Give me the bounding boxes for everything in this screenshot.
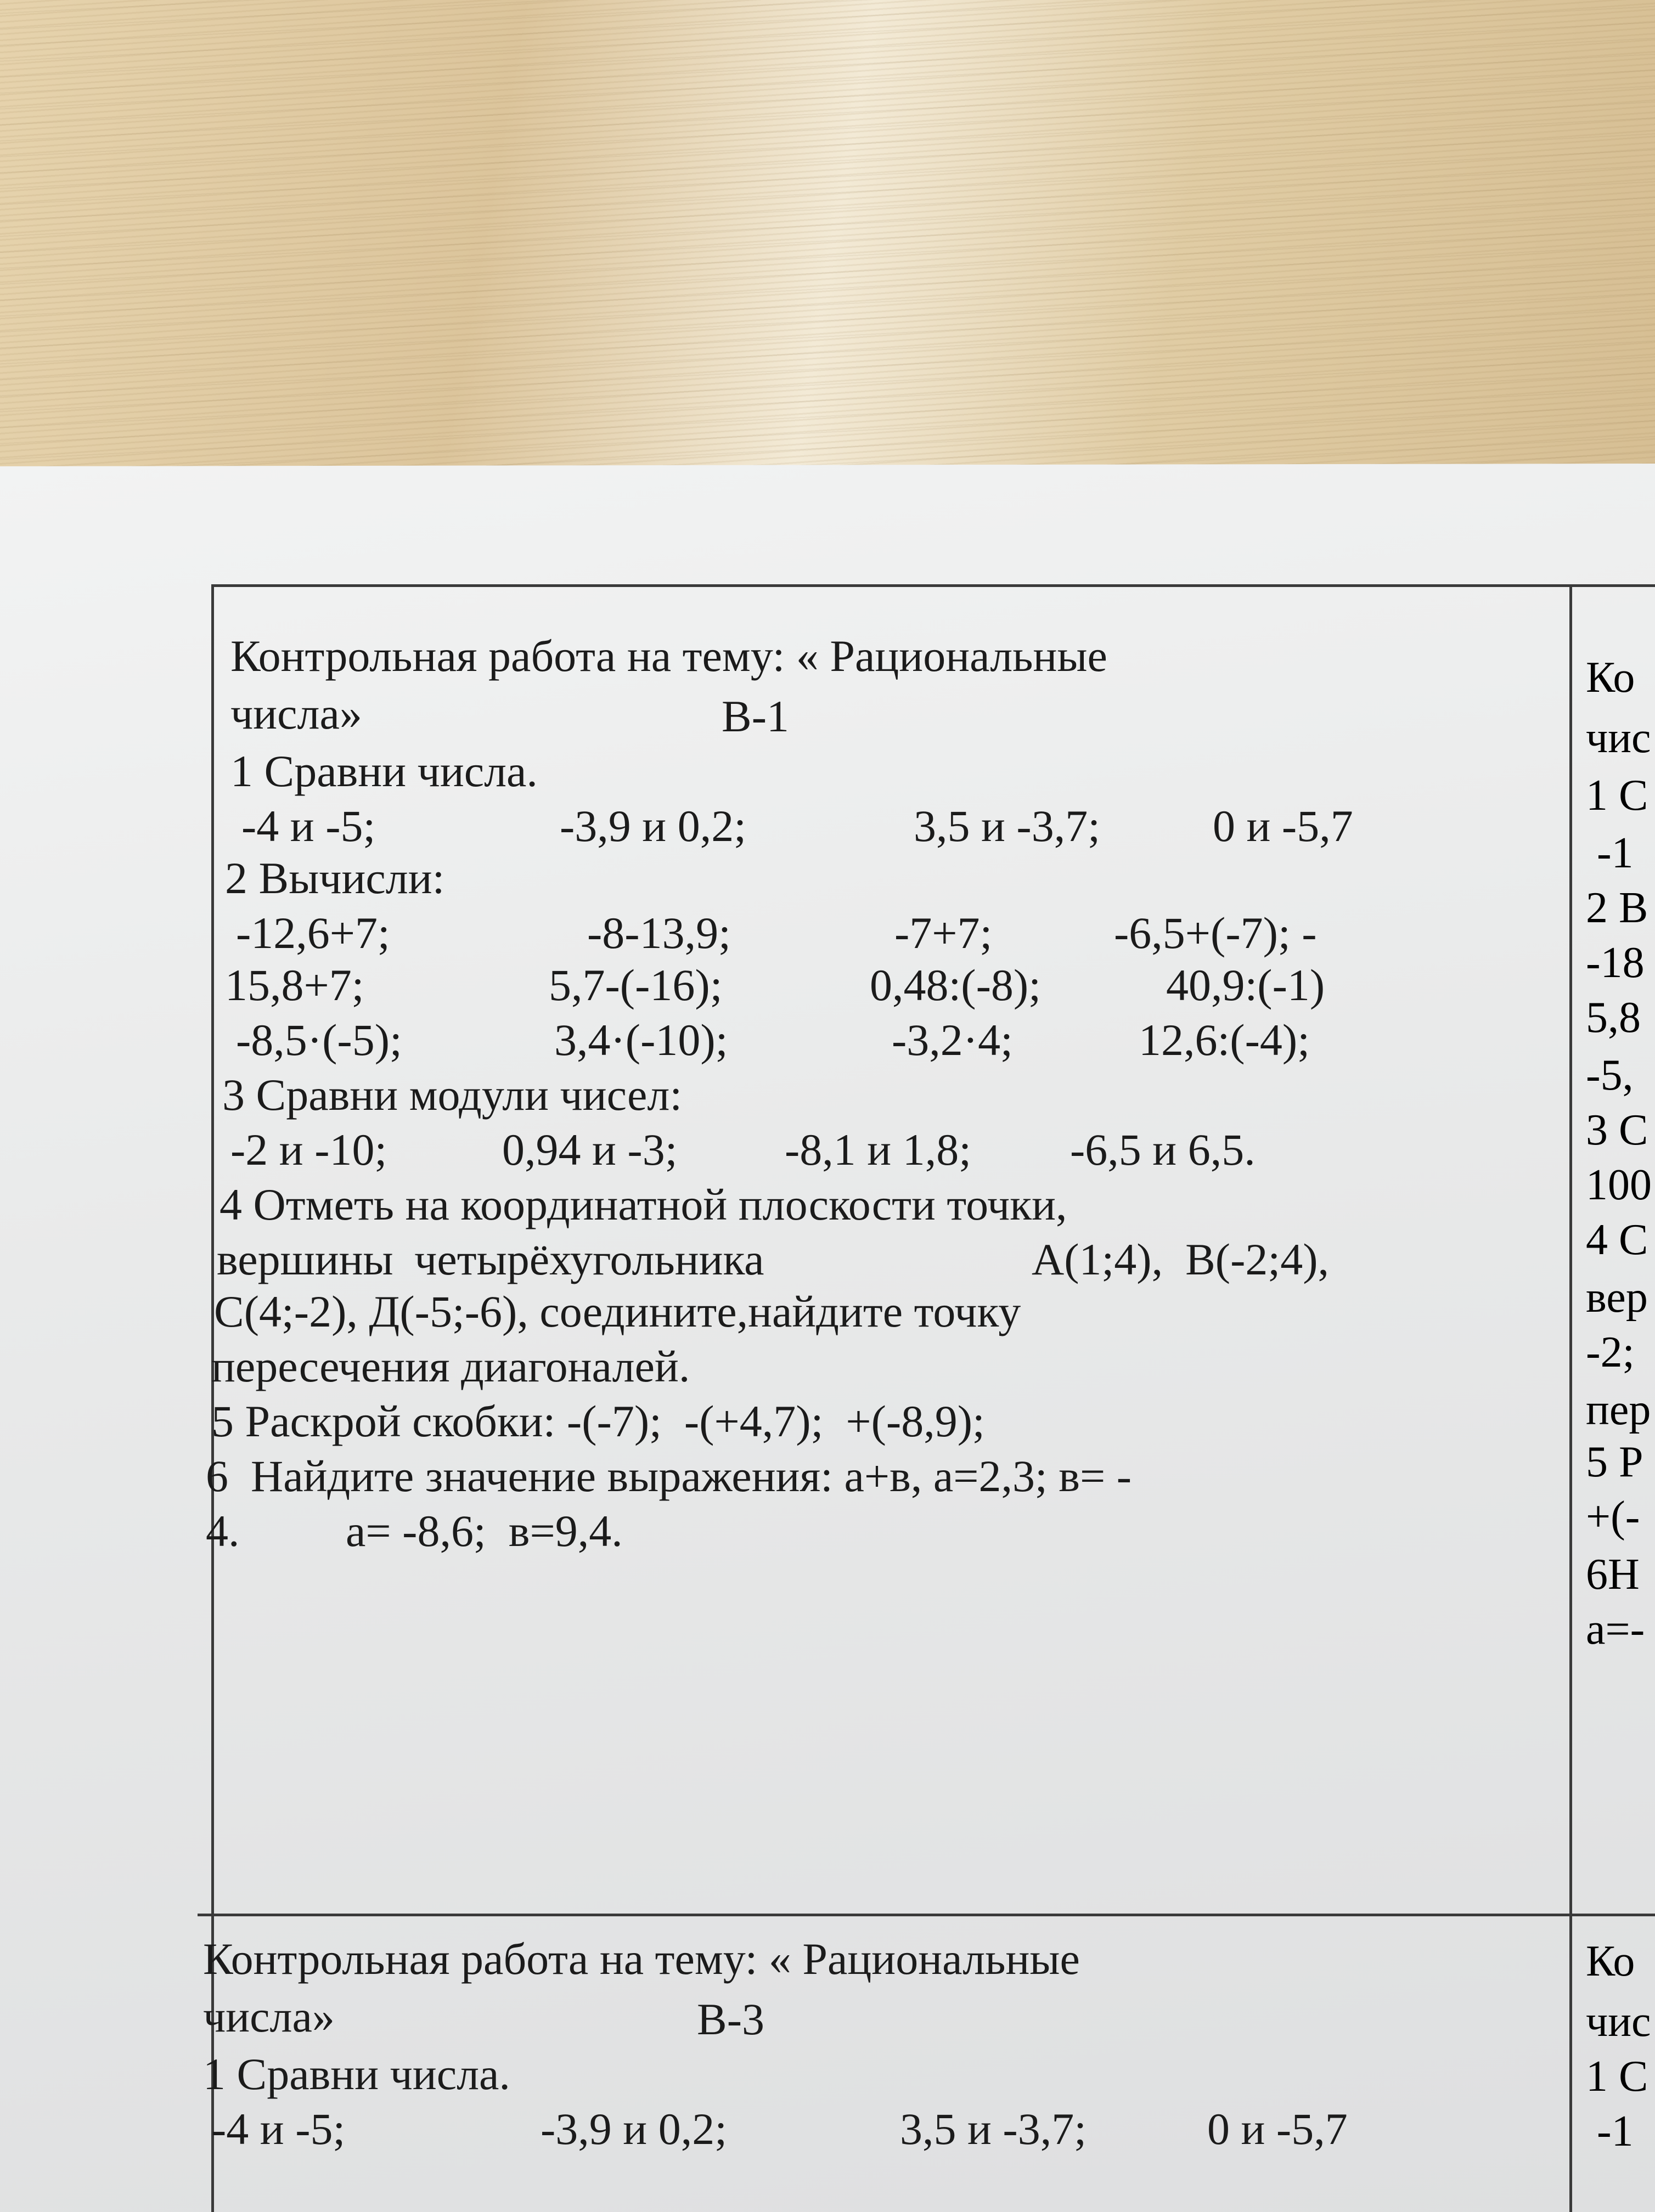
task-2-item: -3,2·4; (892, 1015, 1013, 1065)
task-5-text: 5 Раскрой скобки: -(-7); -(+4,7); +(-8,9); (211, 1396, 985, 1446)
right-fragment: Ко (1586, 1937, 1635, 1985)
test-title-continued: числа» (203, 1991, 335, 2041)
task-1-item: 3,5 и -3,7; (900, 2104, 1087, 2154)
right-fragment: 4 С (1586, 1216, 1648, 1264)
task-3-item: 0,94 и -3; (502, 1125, 678, 1175)
test-title: Контрольная работа на тему: « Рациональные (203, 1934, 1080, 1984)
task-2-item: -8-13,9; (587, 908, 731, 958)
right-fragment: -2; (1586, 1328, 1635, 1376)
right-fragment: Ко (1586, 653, 1635, 702)
task-3-header: 3 Сравни модули чисел: (222, 1070, 683, 1120)
task-2-item: -12,6+7; (236, 908, 390, 958)
task-4-text: С(4;-2), Д(-5;-6), соедините,найдите точку (214, 1286, 1021, 1336)
right-fragment: вер (1586, 1273, 1648, 1322)
task-2-item: 0,48:(-8); (870, 960, 1041, 1010)
task-4-text: вершины четырёхугольника (217, 1234, 764, 1284)
task-1-item: 3,5 и -3,7; (914, 801, 1100, 851)
task-4-text: пересечения диагоналей. (211, 1341, 690, 1391)
right-fragment: +(- (1586, 1493, 1640, 1541)
test-title-continued: числа» (230, 689, 362, 738)
right-fragment: чис (1586, 714, 1651, 762)
right-fragment: -1 (1597, 829, 1634, 877)
task-1-item: -3,9 и 0,2; (541, 2104, 727, 2154)
task-1-header: 1 Сравни числа. (230, 746, 538, 796)
task-1-item: -4 и -5; (241, 801, 376, 851)
task-2-item: -6,5+(-7); - (1114, 908, 1317, 958)
right-fragment: 1 С (1586, 2052, 1648, 2101)
right-fragment: 2 В (1586, 884, 1648, 932)
right-fragment: -5, (1586, 1051, 1634, 1099)
task-6-text: а= -8,6; в=9,4. (346, 1506, 623, 1556)
task-1-item: -4 и -5; (211, 2104, 346, 2154)
right-fragment: 5 Р (1586, 1438, 1643, 1486)
task-2-item: -7+7; (894, 908, 993, 958)
right-fragment: а=- (1586, 1605, 1645, 1654)
task-3-item: -6,5 и 6,5. (1070, 1125, 1256, 1175)
right-fragment: 1 С (1586, 771, 1648, 820)
task-3-item: -8,1 и 1,8; (785, 1125, 971, 1175)
test-title: Контрольная работа на тему: « Рациональные (230, 631, 1107, 681)
task-2-item: 15,8+7; (225, 960, 364, 1010)
right-fragment: -18 (1586, 939, 1645, 987)
task-4-text: 4 Отметь на координатной плоскости точки, (219, 1180, 1067, 1229)
right-fragment: чис (1586, 1997, 1651, 2046)
variant-label: В-1 (722, 691, 789, 741)
task-4-points: А(1;4), В(-2;4), (1032, 1234, 1330, 1284)
task-3-item: -2 и -10; (230, 1125, 387, 1175)
task-2-item: 3,4·(-10); (554, 1015, 728, 1065)
task-6-text: 6 Найдите значение выражения: а+в, а=2,3; в= - (206, 1451, 1132, 1501)
right-fragment: 5,8 (1586, 994, 1641, 1042)
task-2-item: 40,9:(-1) (1166, 960, 1325, 1010)
task-1-item: 0 и -5,7 (1213, 801, 1353, 851)
right-fragment: 100 (1586, 1161, 1652, 1209)
right-fragment: 3 С (1586, 1106, 1648, 1154)
task-6-text: 4. (206, 1506, 240, 1556)
right-column-fragments (1580, 620, 1655, 2212)
task-2-item: 12,6:(-4); (1139, 1015, 1310, 1065)
task-2-item: 5,7-(-16); (549, 960, 723, 1010)
task-1-item: 0 и -5,7 (1207, 2104, 1348, 2154)
task-1-item: -3,9 и 0,2; (560, 801, 746, 851)
right-fragment: пер (1586, 1386, 1651, 1434)
variant-label: В-3 (697, 1994, 764, 2044)
right-fragment: 6Н (1586, 1550, 1640, 1599)
task-2-item: -8,5·(-5); (236, 1015, 402, 1065)
task-2-header: 2 Вычисли: (225, 853, 445, 903)
task-1-header: 1 Сравни числа. (203, 2049, 510, 2099)
right-fragment: -1 (1597, 2107, 1634, 2155)
